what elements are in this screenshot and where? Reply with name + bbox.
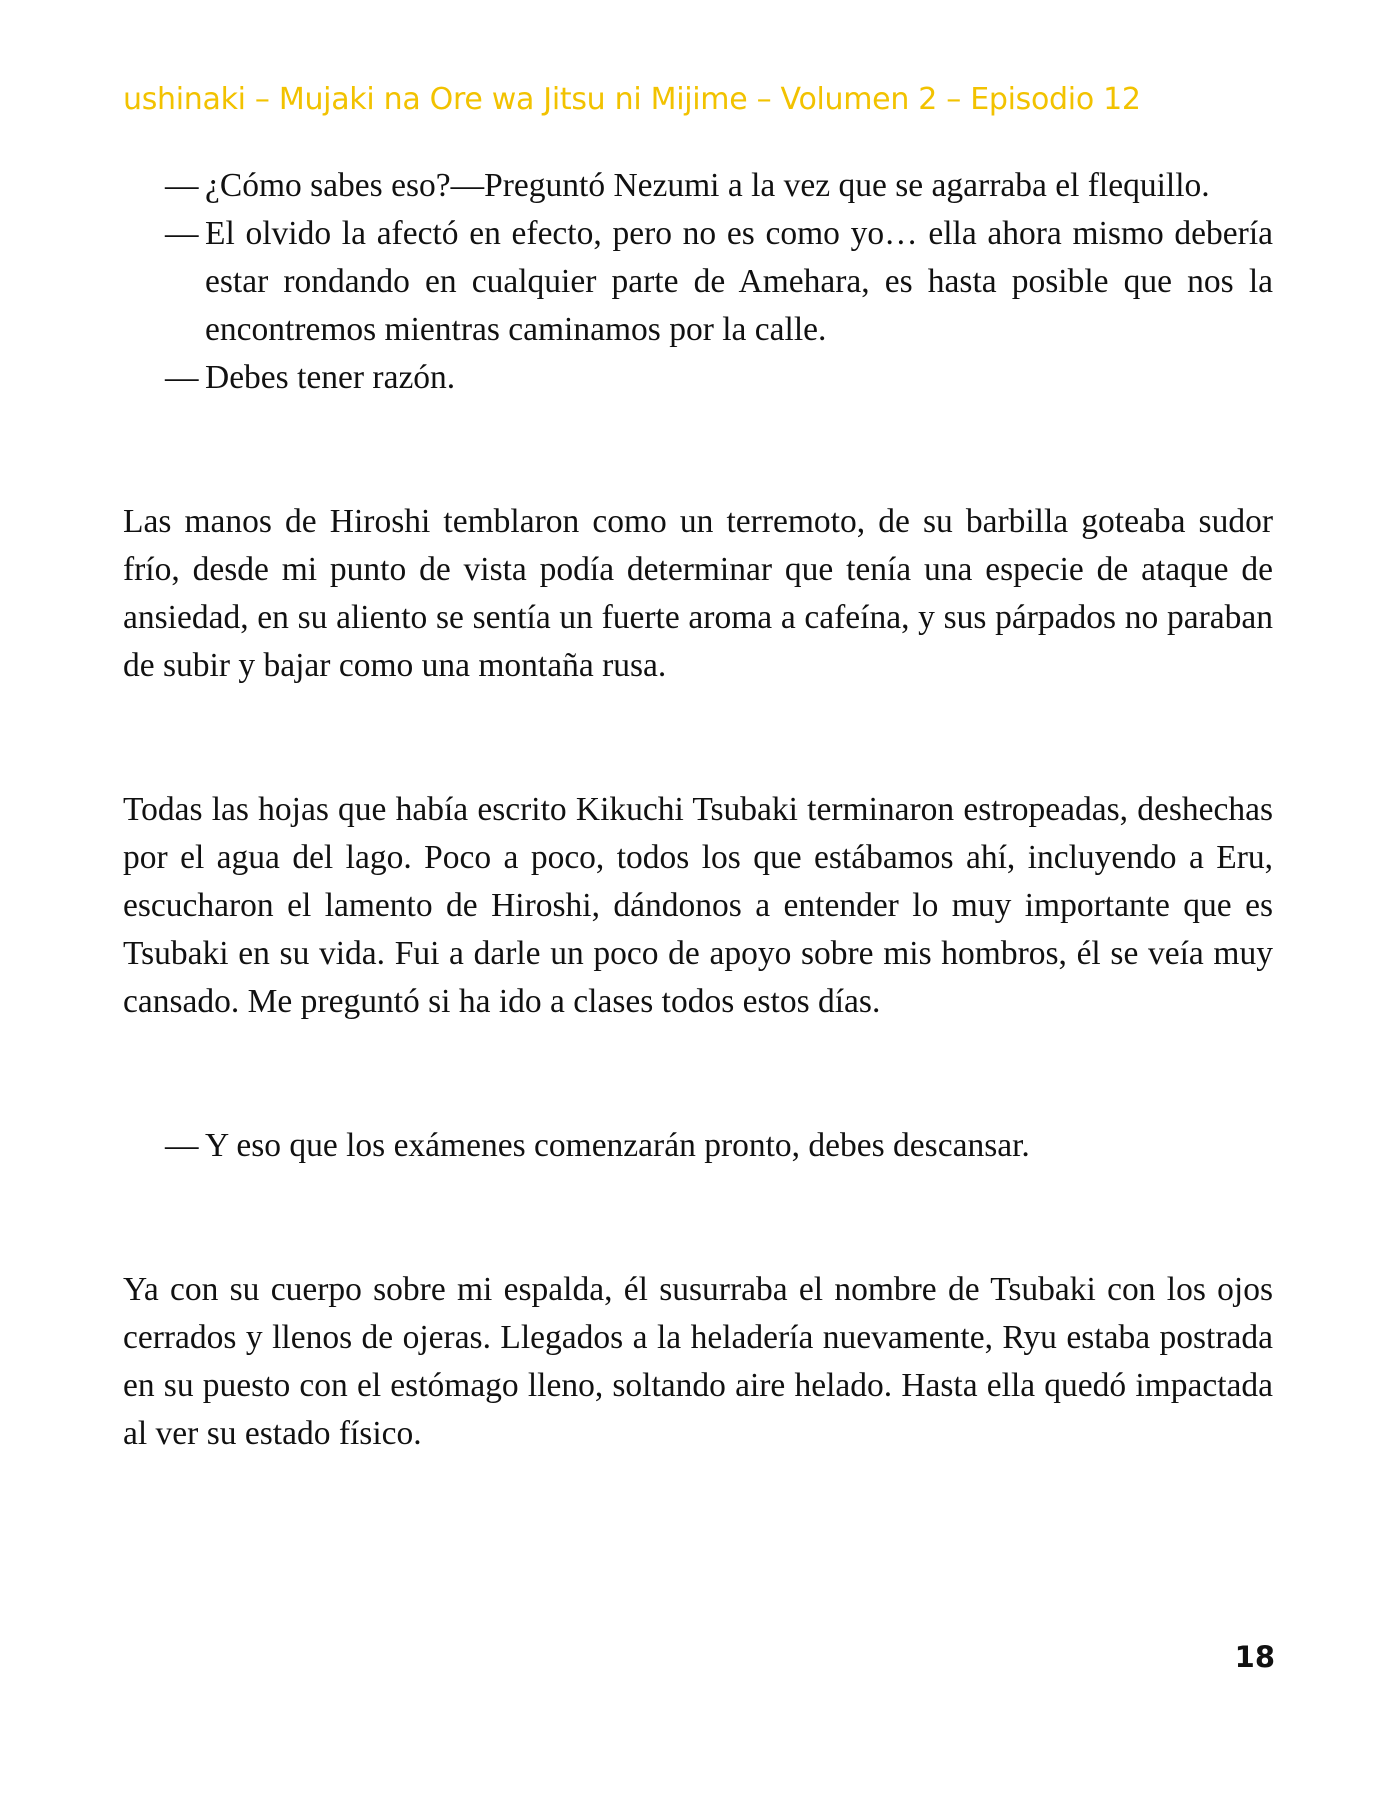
- dialogue-line: [123, 210, 1273, 354]
- spacer: [123, 690, 1273, 786]
- paragraph: Las manos de Hiroshi temblaron como un terremoto, de su barbilla goteaba sudor frío, desde mi punto de vista podía determinar que tenía una especie de ataque de ansiedad, en su aliento se sentía un fuerte aroma a cafeína, y sus párpados no paraban de subir y bajar como una montaña rusa.: [123, 503, 1273, 684]
- page-number: 18: [1234, 1640, 1275, 1674]
- dialogue-text: Y eso que los exámenes comenzarán pronto, debes descansar.: [205, 1127, 1030, 1164]
- paragraph: Todas las hojas que había escrito Kikuchi Tsubaki terminaron estropeadas, deshechas por el agua del lago. Poco a poco, todos los que estábamos ahí, incluyendo a Eru, escucharon el lamento de Hiroshi, dándonos a entender lo muy importante que es Tsubaki en su vida. Fui a darle un poco de apoyo sobre mis hombros, él se veía muy cansado. Me preguntó si ha ido a clases todos estos días.: [123, 791, 1273, 1020]
- dialogue-line: [123, 354, 1273, 402]
- dialogue-dash: —: [165, 359, 199, 396]
- dialogue-text: Debes tener razón.: [205, 359, 456, 396]
- running-header: ushinaki – Mujaki na Ore wa Jitsu ni Mijime – Volumen 2 – Episodio 12: [123, 82, 1141, 117]
- dialogue-line: [123, 162, 1273, 210]
- dialogue-dash: —: [165, 1127, 199, 1164]
- dialogue-text: ¿Cómo sabes eso?—Preguntó Nezumi a la vez que se agarraba el flequillo.: [205, 167, 1210, 204]
- spacer: [123, 402, 1273, 498]
- paragraph: Ya con su cuerpo sobre mi espalda, él susurraba el nombre de Tsubaki con los ojos cerrados y llenos de ojeras. Llegados a la heladería nuevamente, Ryu estaba postrada en su puesto con el estómago lleno, soltando aire helado. Hasta ella quedó impactada al ver su estado físico.: [123, 1271, 1273, 1452]
- dialogue-dash: —: [165, 215, 199, 252]
- spacer: [123, 1026, 1273, 1122]
- dialogue-text: El olvido la afectó en efecto, pero no es como yo… ella ahora mismo debería estar rondando en cualquier parte de Amehara, es hasta posible que nos la encontremos mientras caminamos por la calle.: [205, 215, 1273, 348]
- page-body: [123, 162, 1273, 1458]
- dialogue-dash: —: [165, 167, 199, 204]
- dialogue-line: [123, 1122, 1273, 1170]
- spacer: [123, 1170, 1273, 1266]
